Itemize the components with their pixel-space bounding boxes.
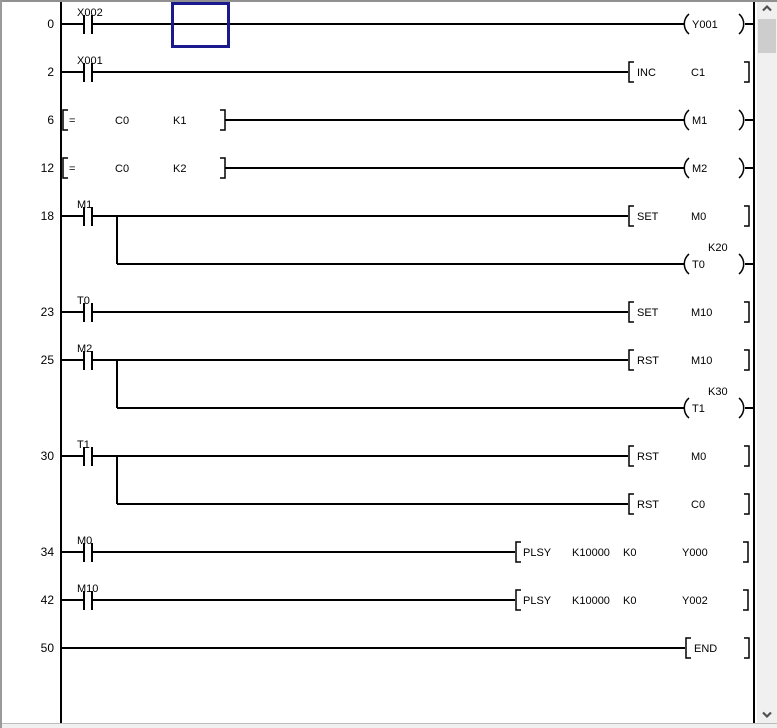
- ladder-rung[interactable]: [41, 583, 748, 610]
- window-border-top: [0, 0, 777, 2]
- output-instruction[interactable]: [629, 302, 749, 322]
- step-number: 42: [40, 593, 54, 607]
- output-instruction[interactable]: [629, 446, 749, 466]
- device-label: M2: [77, 343, 93, 355]
- coil-open-paren: [684, 110, 689, 130]
- compare-operand-2: K2: [173, 163, 187, 175]
- instruction-operand: C0: [691, 499, 706, 511]
- no-contact[interactable]: [62, 343, 92, 370]
- no-contact[interactable]: [62, 295, 92, 322]
- compare-operator: =: [69, 115, 76, 127]
- open-bracket: [629, 494, 634, 514]
- instruction-operand-3: Y002: [682, 595, 708, 607]
- instruction-operand-2: K0: [623, 547, 637, 559]
- compare-operator: =: [69, 163, 76, 175]
- coil-close-paren: [739, 110, 744, 130]
- ladder-rung[interactable]: [41, 638, 749, 658]
- output-instruction[interactable]: [629, 206, 749, 226]
- ladder-branch-row[interactable]: [117, 386, 754, 418]
- compare-instruction[interactable]: [63, 158, 225, 178]
- window-border-left: [0, 0, 2, 728]
- device-label: X001: [77, 55, 103, 67]
- scroll-up-button[interactable]: [757, 0, 777, 17]
- coil-label: T1: [692, 403, 705, 415]
- close-bracket: [220, 110, 225, 130]
- output-instruction[interactable]: [629, 62, 749, 82]
- step-number: 25: [40, 353, 54, 367]
- ladder-rung[interactable]: [41, 158, 754, 178]
- instruction-operand-1: K10000: [572, 547, 610, 559]
- open-bracket: [629, 206, 634, 226]
- device-label: M0: [77, 535, 93, 547]
- no-contact[interactable]: [62, 583, 98, 610]
- close-bracket: [744, 638, 749, 658]
- coil-open-paren: [684, 398, 689, 418]
- close-bracket: [744, 206, 749, 226]
- coil-preset: K30: [708, 386, 728, 398]
- device-label: M10: [77, 583, 99, 595]
- open-bracket: [629, 62, 634, 82]
- open-bracket: [63, 110, 68, 130]
- step-number: 0: [47, 17, 54, 31]
- coil-label: M1: [692, 115, 708, 127]
- instruction-mnemonic: PLSY: [523, 595, 552, 607]
- ladder-branch-row[interactable]: [117, 242, 754, 274]
- output-coil[interactable]: [684, 158, 743, 178]
- ladder-rung[interactable]: [41, 295, 749, 322]
- instruction-operand-3: Y000: [682, 547, 708, 559]
- open-bracket: [516, 590, 521, 610]
- close-bracket: [743, 542, 748, 562]
- device-label: T1: [77, 439, 90, 451]
- instruction-mnemonic: SET: [637, 211, 659, 223]
- coil-close-paren: [739, 398, 744, 418]
- close-bracket: [743, 590, 748, 610]
- device-label: X002: [77, 7, 103, 19]
- coil-close-paren: [739, 14, 744, 34]
- instruction-operand: M10: [691, 307, 713, 319]
- step-number: 18: [40, 209, 54, 223]
- close-bracket: [744, 350, 749, 370]
- ladder-rung[interactable]: [41, 439, 749, 504]
- no-contact[interactable]: [62, 7, 103, 34]
- coil-open-paren: [684, 14, 689, 34]
- open-bracket: [63, 158, 68, 178]
- chevron-up-icon: [757, 0, 777, 17]
- output-instruction[interactable]: [629, 494, 749, 514]
- compare-operand-1: C0: [115, 163, 130, 175]
- step-number: 6: [47, 113, 54, 127]
- instruction-mnemonic: PLSY: [523, 547, 552, 559]
- compare-instruction[interactable]: [63, 110, 225, 130]
- instruction-mnemonic: RST: [637, 355, 659, 367]
- horizontal-scrollbar-edge[interactable]: [0, 723, 777, 728]
- scroll-down-button[interactable]: [757, 706, 777, 723]
- coil-preset: K20: [708, 242, 728, 254]
- ladder-branch-row[interactable]: [117, 494, 749, 514]
- open-bracket: [629, 350, 634, 370]
- end-instruction[interactable]: [686, 638, 749, 658]
- step-number: 2: [47, 65, 54, 79]
- open-bracket: [686, 638, 691, 658]
- coil-close-paren: [739, 254, 744, 274]
- no-contact[interactable]: [62, 439, 92, 466]
- ladder-rung[interactable]: [47, 7, 754, 34]
- ladder-rung[interactable]: [41, 535, 748, 562]
- close-bracket: [744, 446, 749, 466]
- step-number: 23: [40, 305, 54, 319]
- no-contact[interactable]: [62, 535, 92, 562]
- instruction-operand-1: K10000: [572, 595, 610, 607]
- edit-cursor[interactable]: [171, 2, 230, 48]
- coil-open-paren: [684, 158, 689, 178]
- compare-operand-2: K1: [173, 115, 187, 127]
- output-coil[interactable]: [684, 110, 743, 130]
- close-bracket: [744, 494, 749, 514]
- instruction-mnemonic: SET: [637, 307, 659, 319]
- ladder-rung[interactable]: [41, 343, 749, 408]
- instruction-mnemonic: RST: [637, 451, 659, 463]
- scrollbar-thumb[interactable]: [758, 19, 776, 53]
- output-coil[interactable]: [684, 14, 743, 34]
- step-number: 34: [40, 545, 54, 559]
- close-bracket: [744, 302, 749, 322]
- step-number: 30: [40, 449, 54, 463]
- coil-label: T0: [692, 259, 705, 271]
- instruction-operand: M0: [691, 451, 707, 463]
- step-number: 12: [40, 161, 54, 175]
- device-label: M1: [77, 199, 93, 211]
- open-bracket: [516, 542, 521, 562]
- no-contact[interactable]: [62, 199, 92, 226]
- step-number: 50: [40, 641, 54, 655]
- instruction-operand-2: K0: [623, 595, 637, 607]
- instruction-operand: C1: [691, 67, 706, 79]
- output-instruction[interactable]: [516, 590, 748, 610]
- output-instruction[interactable]: [516, 542, 748, 562]
- open-bracket: [629, 302, 634, 322]
- close-bracket: [220, 158, 225, 178]
- instruction-mnemonic: INC: [637, 67, 656, 79]
- device-label: T0: [77, 295, 90, 307]
- output-coil[interactable]: [684, 242, 743, 274]
- compare-operand-1: C0: [115, 115, 130, 127]
- chevron-down-icon: [757, 706, 777, 723]
- coil-open-paren: [684, 254, 689, 274]
- no-contact[interactable]: [62, 55, 103, 82]
- output-instruction[interactable]: [629, 350, 749, 370]
- coil-label: Y001: [692, 19, 718, 31]
- open-bracket: [629, 446, 634, 466]
- coil-label: M2: [692, 163, 708, 175]
- instruction-mnemonic: RST: [637, 499, 659, 511]
- instruction-operand: M0: [691, 211, 707, 223]
- instruction-operand: M10: [691, 355, 713, 367]
- coil-close-paren: [739, 158, 744, 178]
- ladder-rung[interactable]: [41, 199, 749, 264]
- output-coil[interactable]: [684, 386, 743, 418]
- vertical-scrollbar[interactable]: [757, 0, 777, 723]
- ladder-rung[interactable]: [47, 55, 749, 82]
- ladder-rung[interactable]: [47, 110, 754, 130]
- end-label: END: [694, 643, 718, 655]
- close-bracket: [744, 62, 749, 82]
